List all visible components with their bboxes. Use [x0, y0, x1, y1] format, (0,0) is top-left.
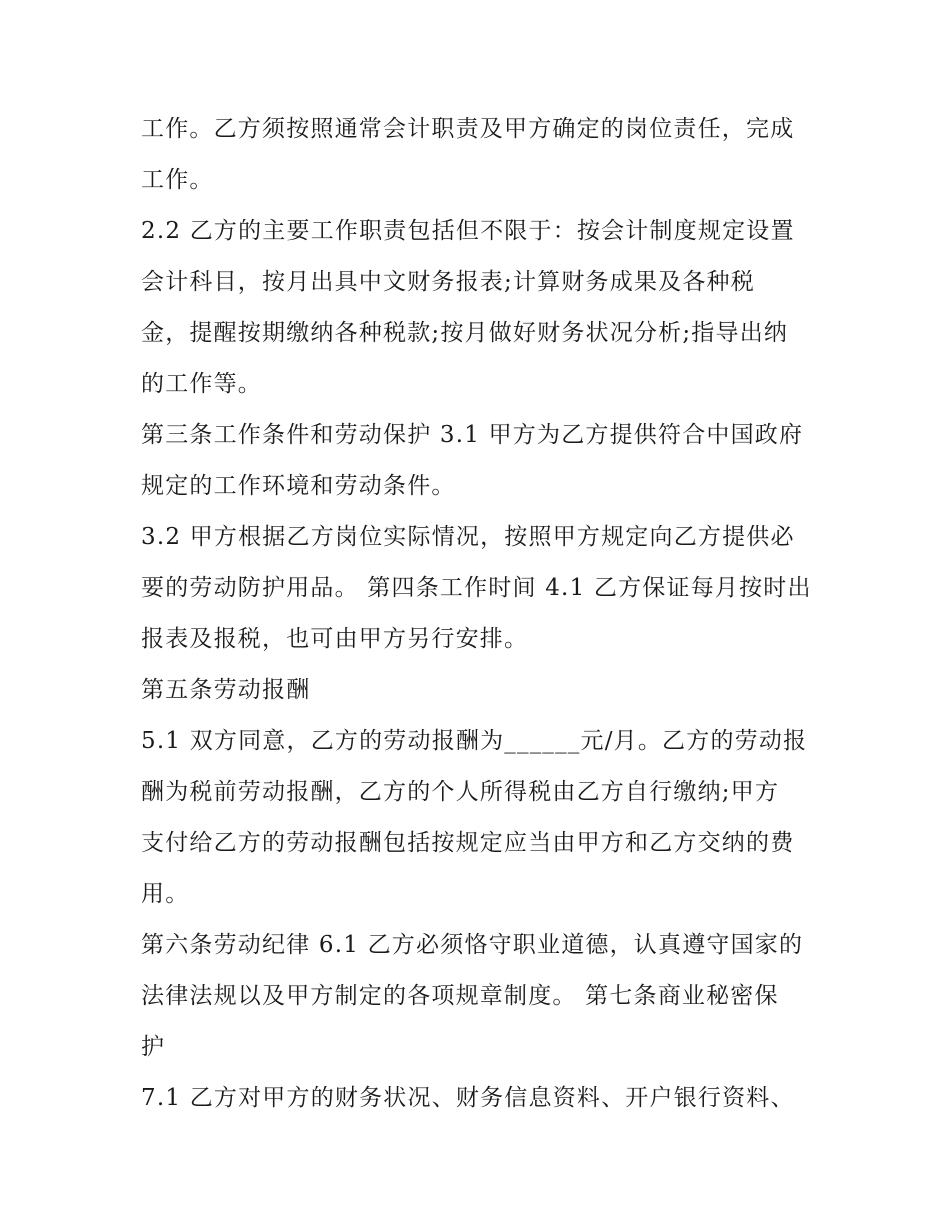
text-line: 用。 [141, 881, 190, 907]
text-line: 3.2 甲方根据乙方岗位实际情况，按照甲方规定向乙方提供必 [141, 524, 795, 550]
section-heading: 第五条劳动报酬 [141, 677, 311, 703]
text-line: 第三条工作条件和劳动保护 3.1 甲方为乙方提供符合中国政府 [141, 422, 804, 448]
text-line: 酬为税前劳动报酬，乙方的个人所得税由乙方自行缴纳;甲方 [141, 779, 780, 805]
text-line: 工作。 [141, 167, 214, 193]
text-line: 规定的工作环境和劳动条件。 [141, 473, 456, 499]
text-line: 法律法规以及甲方制定的各项规章制度。 第七条商业秘密保 [141, 983, 779, 1009]
text-line: 支付给乙方的劳动报酬包括按规定应当由甲方和乙方交纳的费 [141, 830, 795, 856]
text-line: 金，提醒按期缴纳各种税款;按月做好财务状况分析;指导出纳 [141, 320, 789, 346]
text-line: 5.1 双方同意，乙方的劳动报酬为______元/月。乙方的劳动报 [141, 728, 808, 754]
contract-body-text [141, 104, 831, 1124]
text-line: 第六条劳动纪律 6.1 乙方必须恪守职业道德，认真遵守国家的 [141, 932, 804, 958]
text-line: 7.1 乙方对甲方的财务状况、财务信息资料、开户银行资料、 [141, 1085, 795, 1111]
text-line: 护 [141, 1034, 166, 1060]
text-line: 会计科目，按月出具中文财务报表;计算财务成果及各种税 [141, 269, 755, 295]
text-line: 2.2 乙方的主要工作职责包括但不限于：按会计制度规定设置 [141, 218, 795, 244]
text-line: 工作。乙方须按照通常会计职责及甲方确定的岗位责任，完成 [141, 116, 795, 142]
text-line: 的工作等。 [141, 371, 262, 397]
text-line: 报表及报税，也可由甲方另行安排。 [141, 626, 529, 652]
text-line: 要的劳动防护用品。 第四条工作时间 4.1 乙方保证每月按时出 [141, 575, 812, 601]
